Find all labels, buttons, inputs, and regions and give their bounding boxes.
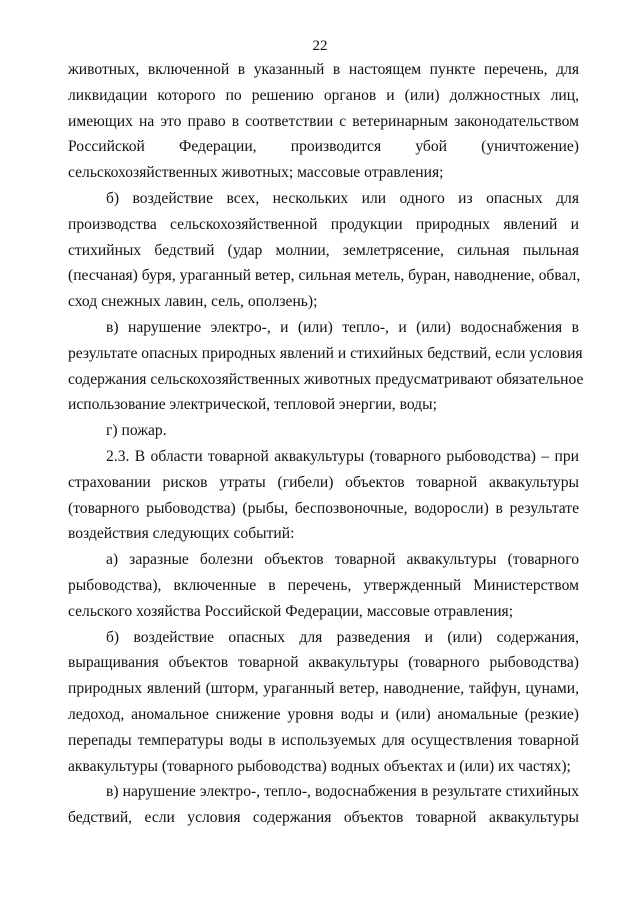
text-line: сельского хозяйства Российской Федерации, массовые отравления; (68, 602, 514, 620)
text-line: б) воздействие опасных для разведения и (или) содержания, (106, 628, 579, 646)
body-text (68, 57, 584, 831)
text-line: сход снежных лавин, сель, оползень); (68, 293, 318, 311)
text-line: бедствий, если условия содержания объектов товарной аквакультуры (68, 809, 579, 827)
text-line: ликвидации которого по решению органов и (или) должностных лиц, (68, 86, 579, 104)
text-line: воздействия следующих событий: (68, 525, 295, 543)
text-line: аквакультуры (товарного рыбоводства) водных объектах и (или) их частях); (68, 757, 571, 775)
text-line: содержания сельскохозяйственных животных предусматривают обязательное (68, 370, 584, 388)
text-line: в) нарушение электро-, и (или) тепло-, и (или) водоснабжения в (106, 318, 579, 336)
text-line: стихийных бедствий (удар молнии, землетрясение, сильная пыльная (68, 241, 579, 259)
text-line: в) нарушение электро-, тепло-, водоснабжения в результате стихийных (106, 783, 579, 801)
text-line: Российской Федерации, производится убой (уничтожение) (68, 138, 579, 156)
text-line: а) заразные болезни объектов товарной аквакультуры (товарного (106, 551, 579, 569)
text-line: животных, включенной в указанный в настоящем пункте перечень, для (68, 61, 579, 78)
text-line: 2.3. В области товарной аквакультуры (товарного рыбоводства) – при (106, 447, 579, 465)
text-line: страховании рисков утраты (гибели) объектов товарной аквакультуры (68, 473, 579, 491)
text-line: использование электрической, тепловой энергии, воды; (68, 396, 437, 414)
text-line: имеющих на это право в соответствии с ветеринарным законодательством (68, 112, 579, 130)
page-number: 22 (312, 38, 328, 54)
text-line: (товарного рыбоводства) (рыбы, беспозвоночные, водоросли) в результате (68, 499, 579, 517)
text-line: производства сельскохозяйственной продукции природных явлений и (68, 215, 579, 233)
text-line: сельскохозяйственных животных; массовые отравления; (68, 164, 444, 182)
text-line: перепады температуры воды в используемых для осуществления товарной (68, 731, 579, 749)
text-line: рыбоводства), включенные в перечень, утвержденный Министерством (68, 576, 579, 594)
text-line: ледоход, аномальное снижение уровня воды и (или) аномальные (резкие) (68, 705, 579, 723)
text-line: г) пожар. (106, 422, 167, 440)
text-line: (песчаная) буря, ураганный ветер, сильная метель, буран, наводнение, обвал, (68, 267, 581, 285)
text-line: результате опасных природных явлений и стихийных бедствий, если условия (68, 344, 583, 362)
text-line: выращивания объектов товарной аквакультуры (товарного рыбоводства) (68, 654, 579, 672)
text-line: природных явлений (шторм, ураганный ветер, наводнение, тайфун, цунами, (68, 680, 579, 698)
text-line: б) воздействие всех, нескольких или одного из опасных для (106, 189, 579, 207)
